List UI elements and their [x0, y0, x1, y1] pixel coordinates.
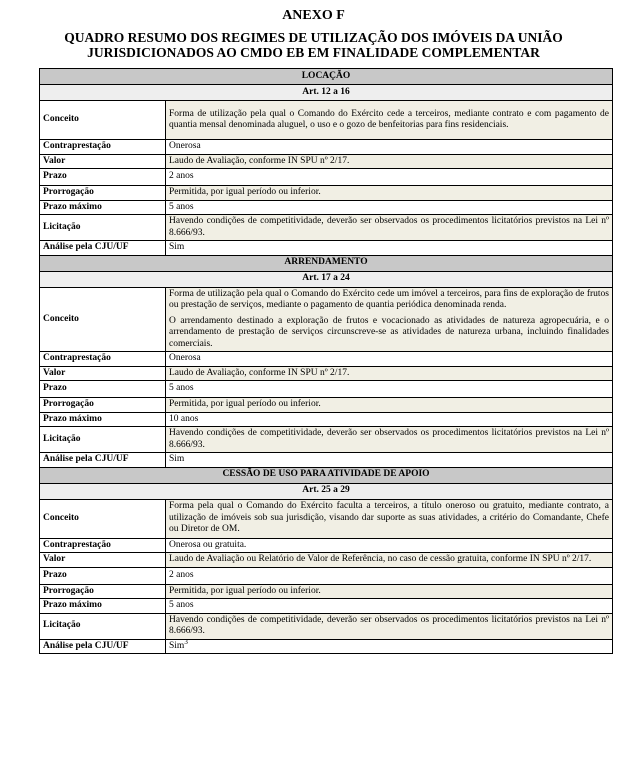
row-value: Havendo condições de competitividade, deverão ser observados os procedimentos licitatórios previstos na Lei nº 8.666/93.	[166, 215, 613, 241]
article-row	[40, 483, 613, 499]
document-title: QUADRO RESUMO DOS REGIMES DE UTILIZAÇÃO DOS IMÓVEIS DA UNIÃO JURISDICIONADOS AO CMDO EB EM FINALIDADE COMPLEMENTAR	[64, 30, 563, 60]
row-value: Permitida, por igual período ou inferior.	[166, 398, 613, 413]
table-row	[40, 366, 613, 381]
row-label: Valor	[40, 154, 166, 169]
article-row	[40, 271, 613, 287]
section-title: ARRENDAMENTO	[40, 255, 613, 271]
table-row	[40, 453, 613, 468]
row-label: Prorrogação	[40, 584, 166, 599]
row-value: Onerosa ou gratuita.	[166, 538, 613, 553]
row-value	[166, 101, 613, 140]
conceito-text: Forma pela qual o Comando do Exército faculta a terceiros, a título oneroso ou gratuito, mediante contrato, a utilização de imóveis sob sua jurisdição, visando dar suporte as suas atividades, a critério do Comandante, Chefe ou Diretor de OM.	[169, 501, 609, 535]
table-row	[40, 381, 613, 398]
row-value: Sim	[166, 453, 613, 468]
table-row	[40, 553, 613, 568]
table-row	[40, 613, 613, 639]
table-row	[40, 538, 613, 553]
table-row	[40, 140, 613, 155]
table-row	[40, 398, 613, 413]
row-value: Laudo de Avaliação, conforme IN SPU nº 2/17.	[166, 366, 613, 381]
row-value: 5 anos	[166, 200, 613, 215]
row-label: Valor	[40, 366, 166, 381]
row-value: 2 anos	[166, 169, 613, 186]
section-header-row	[40, 467, 613, 483]
row-label: Contraprestação	[40, 140, 166, 155]
conceito-text: O arrendamento destinado a exploração de frutos e vocacionado as atividades de natureza agropecuária, e o arrendamento de prestação de serviços circunscreve-se as atividades de natureza urbana, incluindo finalidades comerciais.	[169, 315, 609, 349]
row-label: Licitação	[40, 215, 166, 241]
row-label: Análise pela CJU/UF	[40, 453, 166, 468]
footnote-marker: 3	[184, 637, 188, 646]
table-row	[40, 101, 613, 140]
row-label: Prorrogação	[40, 398, 166, 413]
section-article: Art. 25 a 29	[40, 483, 613, 499]
row-value: 2 anos	[166, 567, 613, 584]
row-label: Prazo máximo	[40, 599, 166, 614]
row-label: Licitação	[40, 427, 166, 453]
table-row	[40, 639, 613, 654]
row-label: Valor	[40, 553, 166, 568]
row-value: Havendo condições de competitividade, deverão ser observados os procedimentos licitatórios previstos na Lei nº 8.666/93.	[166, 427, 613, 453]
summary-table	[39, 68, 613, 654]
row-value: Onerosa	[166, 352, 613, 367]
conceito-text: Forma de utilização pela qual o Comando do Exército cede um imóvel a terceiros, para fins de exploração de frutos ou prestação de serviços, mediante o pagamento de quantia periódica denominada renda.	[169, 288, 609, 310]
analise-value: Sim	[169, 640, 185, 651]
row-value	[166, 499, 613, 538]
table-row	[40, 186, 613, 201]
row-value: Havendo condições de competitividade, deverão ser observados os procedimentos licitatórios previstos na Lei nº 8.666/93.	[166, 613, 613, 639]
row-value: 5 anos	[166, 381, 613, 398]
annex-title: ANEXO F	[282, 8, 345, 23]
table-row	[40, 427, 613, 453]
row-label: Conceito	[40, 499, 166, 538]
section-header-row	[40, 255, 613, 271]
section-article: Art. 17 a 24	[40, 271, 613, 287]
row-value: 5 anos	[166, 599, 613, 614]
row-value: Sim	[166, 241, 613, 256]
row-label: Prazo	[40, 169, 166, 186]
row-label: Prazo	[40, 381, 166, 398]
row-label: Análise pela CJU/UF	[40, 639, 166, 654]
section-title: CESSÃO DE USO PARA ATIVIDADE DE APOIO	[40, 467, 613, 483]
table-row	[40, 567, 613, 584]
table-row	[40, 154, 613, 169]
row-label: Prazo máximo	[40, 412, 166, 427]
table-row	[40, 169, 613, 186]
row-label: Conceito	[40, 101, 166, 140]
row-label: Conceito	[40, 287, 166, 352]
row-label: Análise pela CJU/UF	[40, 241, 166, 256]
row-value: Permitida, por igual período ou inferior.	[166, 186, 613, 201]
table-row	[40, 241, 613, 256]
table-row	[40, 215, 613, 241]
article-row	[40, 85, 613, 101]
section-header-row	[40, 69, 613, 85]
table-row	[40, 412, 613, 427]
table-row	[40, 352, 613, 367]
row-label: Prazo máximo	[40, 200, 166, 215]
table-row	[40, 499, 613, 538]
row-value: Permitida, por igual período ou inferior.	[166, 584, 613, 599]
table-row	[40, 200, 613, 215]
row-value: Onerosa	[166, 140, 613, 155]
table-row	[40, 287, 613, 352]
row-label: Prazo	[40, 567, 166, 584]
row-value	[166, 639, 613, 654]
section-title: LOCAÇÃO	[40, 69, 613, 85]
row-value	[166, 287, 613, 352]
section-article: Art. 12 a 16	[40, 85, 613, 101]
row-label: Contraprestação	[40, 352, 166, 367]
table-row	[40, 584, 613, 599]
row-label: Prorrogação	[40, 186, 166, 201]
conceito-text: Forma de utilização pela qual o Comando do Exército cede a terceiros, mediante contrato e com pagamento de quantia mensal denominada aluguel, o uso e o gozo de benfeitorias para fins residenciais.	[169, 108, 609, 130]
row-label: Licitação	[40, 613, 166, 639]
table-row	[40, 599, 613, 614]
row-value: Laudo de Avaliação, conforme IN SPU nº 2/17.	[166, 154, 613, 169]
row-value: Laudo de Avaliação ou Relatório de Valor de Referência, no caso de cessão gratuita, conforme IN SPU nº 2/17.	[166, 553, 613, 568]
row-value: 10 anos	[166, 412, 613, 427]
row-label: Contraprestação	[40, 538, 166, 553]
